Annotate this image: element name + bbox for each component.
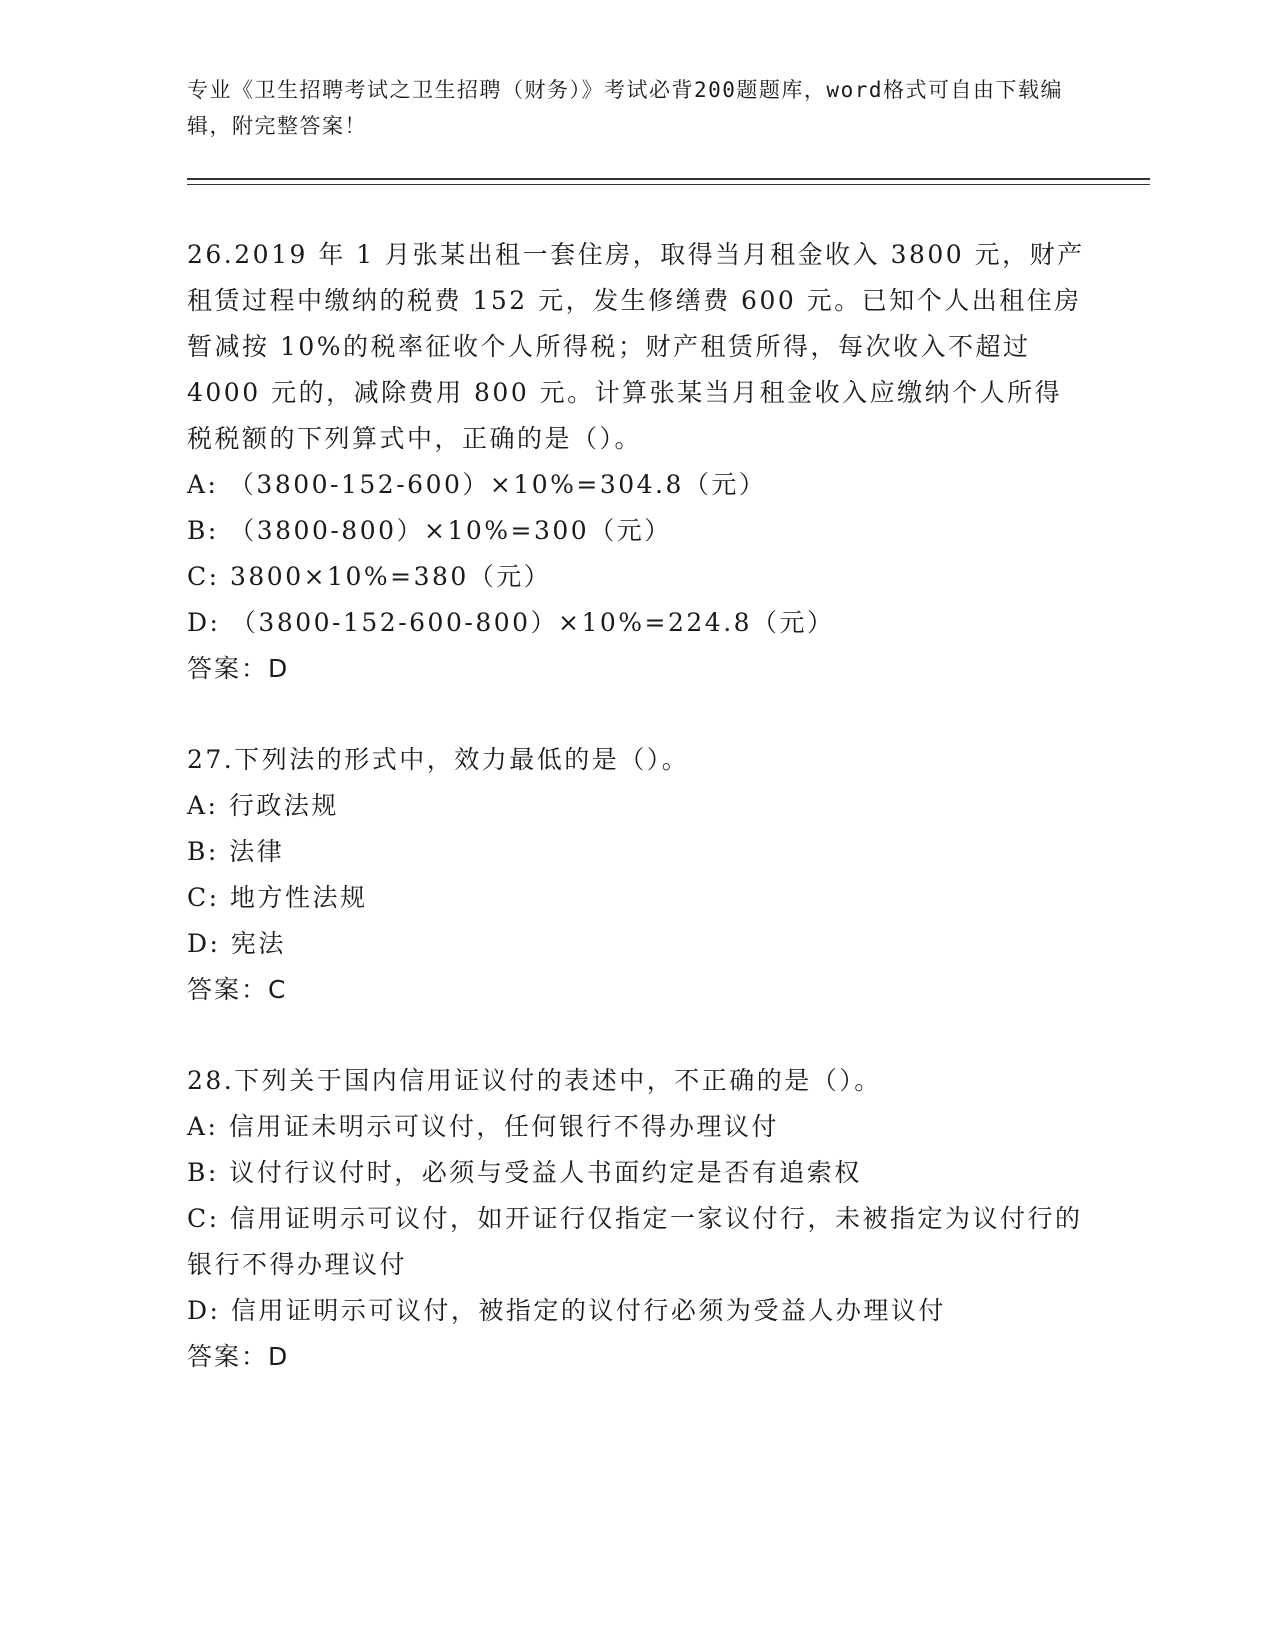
question-27	[187, 737, 1087, 1013]
question-stem: 27.下列法的形式中，效力最低的是（）。	[187, 745, 690, 774]
document-header: 专业《卫生招聘考试之卫生招聘（财务）》考试必背200题题库，word格式可自由下载编辑，附完整答案！	[187, 78, 1063, 138]
question-28	[187, 1058, 1087, 1380]
option-a: A: 信用证未明示可议付，任何银行不得办理议付	[187, 1112, 779, 1141]
question-stem: 28.下列关于国内信用证议付的表述中，不正确的是（）。	[187, 1066, 882, 1095]
option-b: B: 议付行议付时，必须与受益人书面约定是否有追索权	[187, 1158, 862, 1187]
header-divider-thick	[187, 178, 1150, 180]
answer-label: 答案：D	[187, 1342, 290, 1371]
option-c: C: 地方性法规	[187, 883, 368, 912]
option-b: B: 法律	[187, 837, 285, 866]
option-c: C: 信用证明示可议付，如开证行仅指定一家议付行，未被指定为议付行的银行不得办理议付	[187, 1204, 1083, 1279]
option-d: D: 信用证明示可议付，被指定的议付行必须为受益人办理议付	[187, 1296, 946, 1325]
option-a: A: 行政法规	[187, 791, 339, 820]
question-26	[187, 232, 1087, 692]
option-a: A: （3800-152-600）×10%=304.8（元）	[187, 470, 767, 499]
header-divider-thin	[187, 184, 1150, 185]
option-d: D: 宪法	[187, 929, 286, 958]
answer-label: 答案：C	[187, 975, 288, 1004]
option-d: D: （3800-152-600-800）×10%=224.8（元）	[187, 608, 835, 637]
option-b: B: （3800-800）×10%=300（元）	[187, 516, 672, 545]
answer-label: 答案：D	[187, 654, 290, 683]
question-stem: 26.2019 年 1 月张某出租一套住房，取得当月租金收入 3800 元，财产租赁过程中缴纳的税费 152 元，发生修缮费 600 元。已知个人出租住房暂减按 10%的税率征收个人所得税；财产租赁所得，每次收入不超过 4000 元的，减除费用 800 元。计算张某当月租金收入应缴纳个人所得税税额的下列算式中，正确的是（）。	[187, 240, 1085, 453]
option-c: C: 3800×10%=380（元）	[187, 562, 552, 591]
question-list	[187, 232, 1087, 1425]
